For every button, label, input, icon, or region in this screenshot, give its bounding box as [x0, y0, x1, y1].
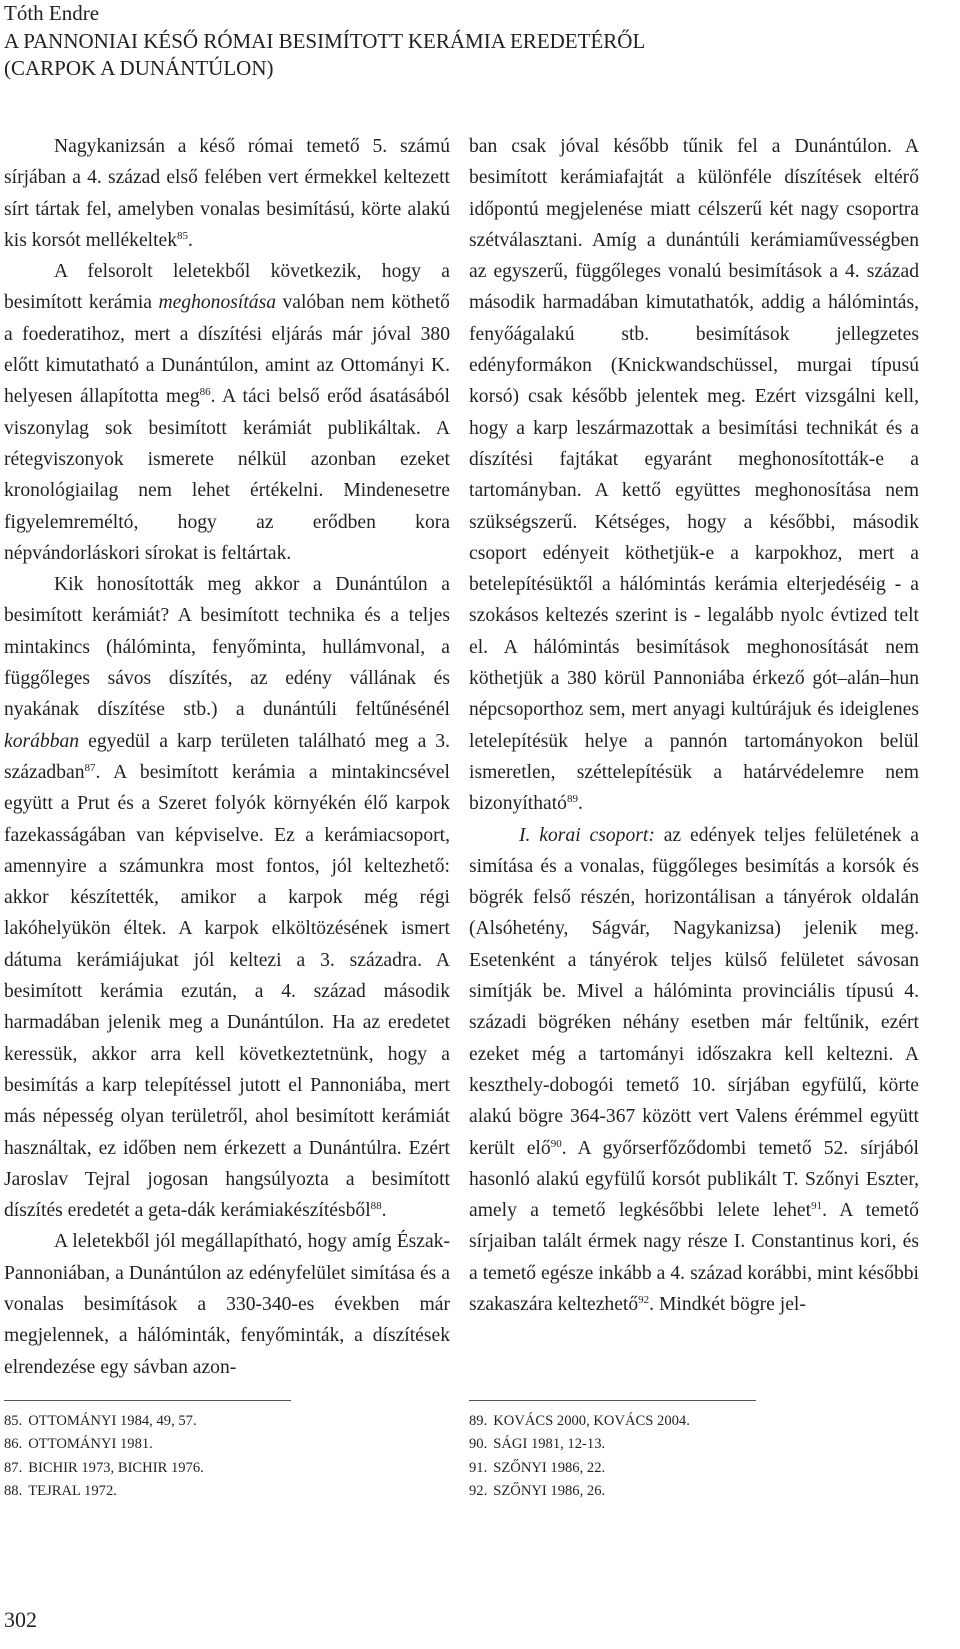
paragraph-text: . A táci belső erőd ásatásából viszonylag sok besimított kerámiát publikáltak. A rétegviszonyok ismerete nélkül azonban ezeket kronológiailag nem lehet értékelni. Mindenesetre figyelemreméltó, hogy az erődben kora népvándorláskori sírokat is feltártak.: [4, 386, 450, 564]
footnote-text: BICHIR 1973, BICHIR 1976.: [28, 1459, 204, 1476]
footnote: [4, 1410, 204, 1433]
footnote-ref[interactable]: 90: [550, 1137, 562, 1150]
footnote: [469, 1457, 690, 1480]
running-header: [4, 0, 645, 83]
footnote: [4, 1433, 204, 1456]
paragraph-text: .: [577, 793, 583, 815]
footnote-text: OTTOMÁNYI 1984, 49, 57.: [28, 1413, 197, 1429]
footnote-divider: [4, 1400, 291, 1401]
paragraph-text: . A temető sírjaiban talált érmek nagy része I. Constantinus kori, és a temető egésze inkább a 4. század korábbi, mint későbbi szakaszára keltezhető: [469, 1200, 919, 1315]
footnote-ref[interactable]: 88: [370, 1200, 382, 1213]
italic-term: meghonosítása: [158, 292, 276, 314]
paragraph-text: .: [381, 1200, 387, 1222]
footnote-text: SÁGI 1981, 12-13.: [493, 1436, 606, 1453]
paragraph: [4, 256, 450, 569]
paragraph-text: A felsorolt leletekből következik, hogy a besimított kerámia: [4, 261, 450, 314]
page-number: 302: [4, 1607, 37, 1632]
footnotes-left: [4, 1410, 204, 1503]
paragraph-text: Nagykanizsán a késő római temető 5. számú sírjában a 4. század első felében vert érmekkel keltezett sírt tártak fel, amelyben vonalas besimítású, körte alakú kis korsót mellékeltek: [4, 136, 450, 251]
paragraph-text: ban csak jóval később tűnik fel a Dunántúlon. A besimított kerámiafajtát a különféle díszítések eltérő időpontú megjelenése miatt célszerű két nagy csoportra szétválasztani. Amíg a dunántúli kerámiaművességben az egyszerű, függőleges vonalú besimítások a 4. század második harmadában kimutathatók, addig a hálómintás, fenyőágalakú stb. besimítások jellegzetes edényformákon (Knickwandschüssel, murgai típusú korsó) csak később jelentek meg. Ezért vizsgálni kell, hogy a karp leszármazottak a besimítási technikát és a díszítési fajtákat egyaránt meghonosították-e a tartományban. A kettő együttes meghonosítása nem szükségszerű. Kétséges, hogy a későbbi, második csoport edényeit köthetjük-e a karpokhoz, mert a betelepítésüktől a hálómintás kerámia elterjedéséig - a szokásos keltezés szerint is - legalább nyolc évtized telt el. A hálómintás besimítások meghonosítását nem köthetjük a 380 körül Pannoniába érkező gót–alán–hun népcsoporthoz sem, mert anyagi kultúrájuk és ideiglenes letelepítésük helye a pannón tartományokon belül ismeretlen, széttelepítésük a határvédelemre nem bizonyítható: [469, 136, 919, 815]
footnote-ref[interactable]: 86: [199, 386, 211, 399]
footnote-number: 88.: [4, 1482, 23, 1499]
footnote-ref[interactable]: 92: [638, 1293, 650, 1306]
footnote-text: SZŐNYI 1986, 22.: [493, 1459, 606, 1476]
footnote-text: SZŐNYI 1986, 26.: [493, 1482, 606, 1499]
paragraph: [4, 1226, 450, 1382]
footnote-ref[interactable]: 85: [177, 229, 189, 242]
paragraph: [4, 569, 450, 1226]
paragraph-text: valóban nem köthető a foederatihoz, mert a díszítési eljárás már jóval 380 előtt kimutatható a Dunántúlon, amint az Ottományi K. helyesen állapította meg: [4, 292, 450, 408]
right-text-column: [469, 131, 919, 1320]
paragraph-text: . A besimított kerámia a mintakincsével együtt a Prut és a Szeret folyók környékén élő karpok fazekasságában van képviselve. Ez a kerámiacsoport, amennyire a számunkra most fontos, jól keltezhető: akkor készítették, amikor a karpok még régi lakóhelyükön éltek. A karpok elköltözésének ismert dátuma kerámiájukat jól keltezi a 3. századra. A besimított kerámia ezután, a 4. század második harmadában jelenik meg a Dunántúlon. Ha az eredetet keressük, akkor arra kell következtetnünk, hogy a besimítás a karp telepítéssel jutott el Pannoniába, mert más népesség olyan területről, ahol besimított kerámiát használtak, ez időben nem érkezett a Dunántúlra. Ezért Jaroslav Tejral jogosan hangsúlyozta a besimított díszítés eredetét a geta-dák kerámiakészítésből: [4, 761, 450, 1222]
footnote-ref[interactable]: 91: [811, 1200, 823, 1213]
paragraph-text: . A győrserfőződombi temető 52. sírjából hasonló alakú egyfülű korsót publikált T. Szőnyi Eszter, amely a temető legkésőbbi lelete lehet: [469, 1137, 919, 1222]
footnote: [469, 1433, 690, 1456]
footnote-number: 89.: [469, 1413, 488, 1429]
footnote-ref[interactable]: 89: [566, 793, 578, 806]
paragraph-text: .: [188, 229, 193, 251]
article-title-line-1: A PANNONIAI KÉSŐ RÓMAI BESIMÍTOTT KERÁMIA EREDETÉRŐL: [4, 28, 646, 53]
footnote: [469, 1480, 690, 1503]
footnote-divider: [469, 1400, 756, 1401]
footnote-text: OTTOMÁNYI 1981.: [28, 1436, 153, 1453]
footnote: [4, 1480, 204, 1503]
article-title-line-2: (CARPOK A DUNÁNTÚLON): [4, 56, 274, 80]
footnote: [4, 1457, 204, 1480]
italic-heading: I. korai csoport:: [519, 824, 655, 846]
footnote-number: 87.: [4, 1459, 23, 1476]
author-name: Tóth Endre: [4, 1, 100, 25]
footnote-ref[interactable]: 87: [84, 761, 96, 774]
footnote-number: 92.: [469, 1482, 488, 1499]
footnote-number: 86.: [4, 1436, 23, 1453]
paragraph: [4, 131, 450, 256]
footnote-number: 90.: [469, 1436, 488, 1453]
footnote-text: TEJRAL 1972.: [28, 1482, 117, 1499]
paragraph-text: egyedül a karp területen található meg a 3. században: [4, 730, 450, 783]
footnote-number: 85.: [4, 1413, 23, 1429]
footnotes-right: [469, 1410, 690, 1503]
paragraph-text: A leletekből jól megállapítható, hogy amíg Észak-Pannoniában, a Dunántúlon az edényfelület simítása és a vonalas besimítások a 330-340-es években már megjelennek, a hálóminták, fenyőminták, a díszítések elrendezése egy sávban azon-: [4, 1231, 450, 1378]
left-text-column: [4, 131, 450, 1383]
paragraph-text: . Mindkét bögre jel-: [649, 1293, 806, 1315]
paragraph: [469, 820, 919, 1321]
paragraph-text: Kik honosították meg akkor a Dunántúlon a besimított kerámiát? A besimított technika és a teljes mintakincs (hálóminta, fenyőminta, hullámvonal, a függőleges sávos díszítés, az edény vállának és nyakának díszítése stb.) a dunántúli feltűnésénél: [4, 574, 450, 721]
footnote-text: KOVÁCS 2000, KOVÁCS 2004.: [493, 1413, 690, 1429]
footnote-number: 91.: [469, 1459, 488, 1476]
footnote: [469, 1410, 690, 1433]
paragraph-text: az edények teljes felületének a simítása és a vonalas, függőleges besimítás a korsók és bögrék felső részén, horizontálisan a tányérok oldalán (Alsóhetény, Ságvár, Nagykanizsa) jelenik meg. Esetenként a tányérok teljes külső felületet sávosan simítják be. Mivel a hálóminta provinciális típusú 4. századi bögréken néhány esetben már feltűnik, ezért ezeket még a tartományi időszakra kell keltezni. A keszthely-dobogói temető 10. sírjában egyfülű, körte alakú bögre 364-367 között vert Valens érémmel együtt került elő: [469, 824, 920, 1159]
paragraph: [469, 131, 919, 820]
italic-term: korábban: [4, 730, 80, 752]
